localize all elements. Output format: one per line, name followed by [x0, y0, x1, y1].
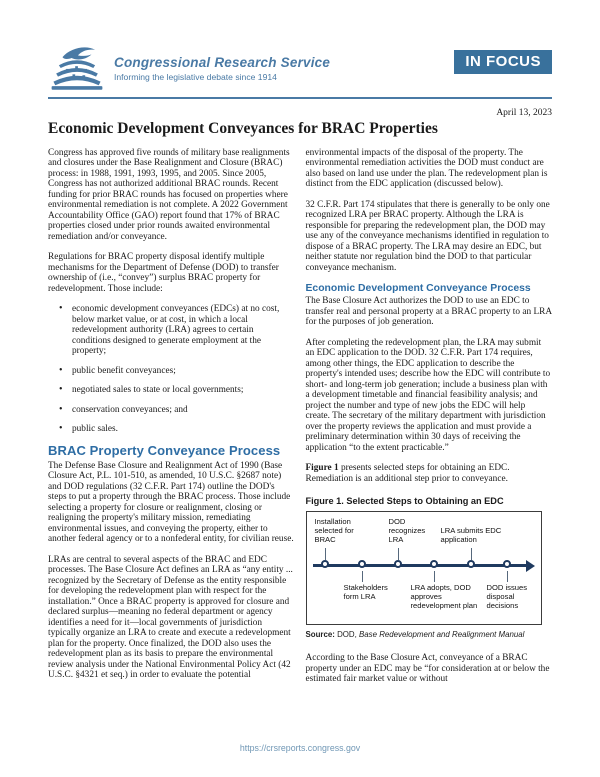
footer-url-link[interactable]: https://crsreports.congress.gov — [239, 743, 361, 753]
paragraph: According to the Base Closure Act, conveyance of a BRAC property under an EDC may be “for consideration at or below the estimated fair market value or without — [305, 653, 550, 685]
timeline-node-3 — [394, 560, 402, 568]
figure-timeline-diagram — [306, 511, 542, 625]
timeline-node-6 — [503, 560, 511, 568]
step-label-stakeholders-form-lra: Stakeholders form LRA — [343, 583, 388, 602]
connector-line — [398, 548, 399, 560]
org-name: Congressional Research Service — [114, 54, 331, 70]
paragraph: Congress has approved five rounds of military base realignments and closures under the Base Realignment and Closure (BRAC) process: in 1988, 1991, 1993, 1995, and 2005. Since 2005, Congress has not authorized additional BRAC rounds. Recent funding for prior BRAC rounds has focused on properties where environmental remediation is not complete. A 2022 Government Accountability Office (GAO) report found that 17% of BRAC properties closed under prior rounds awaited environmental remediation and/or conveyance. — [48, 147, 290, 242]
connector-line — [362, 571, 363, 582]
right-column — [306, 148, 553, 695]
paragraph: The Defense Base Closure and Realignment Act of 1990 (Base Closure Act, P.L. 101-510, as amended, 10 U.S.C. §2687 note) and DOD regulations (32 C.F.R. Part 174) outline the DOD's steps to put a property through the BRAC process. Those include selecting a property for closure or realignment, closing or realigning the property's military mission, remediating environmental issues, and conveying the property, either to another federal agency or to a nonfederal entity, for civilian reuse. — [48, 460, 294, 544]
publication-date: April 13, 2023 — [496, 108, 552, 118]
connector-line — [471, 548, 472, 560]
in-focus-badge: IN FOCUS — [454, 50, 552, 74]
connector-line — [507, 571, 508, 582]
list-item: • economic development conveyances (EDCs) at no cost, below market value, or at cost, in which a local redevelopment authority (LRA) agrees to certain conditions designed to generate employment at the property; — [48, 304, 295, 357]
list-item: • public sales. — [48, 424, 295, 435]
timeline-node-1 — [321, 560, 329, 568]
paragraph: 32 C.F.R. Part 174 stipulates that there is generally to be only one recognized LRA per BRAC property. Although the LRA is responsible for preparing the redevelopment plan, the DOD may use any of the conveyance mechanisms identified in regulation to dispose of a BRAC property. The LRA may desire an EDC, but neither statute nor regulation bind the DOD to that particular conveyance mechanism. — [305, 199, 550, 273]
page-title: Economic Development Conveyances for BRAC Properties — [48, 120, 438, 137]
left-column — [48, 148, 295, 695]
section-heading-brac-process: BRAC Property Conveyance Process — [48, 442, 281, 458]
connector-line — [325, 548, 326, 560]
list-item: • conservation conveyances; and — [48, 405, 295, 416]
figure-caption: Figure 1. Selected Steps to Obtaining an EDC — [305, 496, 504, 507]
paragraph: The Base Closure Act authorizes the DOD to use an EDC to transfer real and personal property at a BRAC property to an LRA for the purposes of job generation. — [305, 296, 552, 328]
list-item: • public benefit conveyances; — [48, 366, 295, 377]
timeline-arrowhead-icon — [526, 560, 535, 572]
paragraph: environmental impacts of the disposal of the property. The environmental remediation activities the DOD must conduct are also based on land use under the plan. The redevelopment plan is distinct from the EDC application (discussed below). — [305, 147, 548, 190]
figure-reference-paragraph: Figure 1 presents selected steps for obtaining an EDC. Remediation is an additional step prior to conveyance. — [305, 463, 510, 484]
figure-source: Source: DOD, Base Redevelopment and Realignment Manual — [305, 630, 525, 640]
connector-line — [434, 571, 435, 582]
list-item: • negotiated sales to state or local governments; — [48, 385, 295, 396]
step-label-lra-submits-edc: LRA submits EDC application — [440, 526, 502, 545]
step-label-dod-recognizes-lra: DOD recognizes LRA — [388, 517, 426, 545]
timeline-node-5 — [467, 560, 475, 568]
step-label-installation-selected: Installation selected for BRAC — [314, 517, 354, 545]
header-rule — [48, 97, 552, 99]
header — [48, 44, 552, 92]
paragraph: LRAs are central to several aspects of the BRAC and EDC processes. The Base Closure Act defines an LRA as “any entity ... recognized by the Secretary of Defense as the entity responsible for developing the redevelopment plan with respect for the installation.” Once a BRAC property is approved for closure and declared surplus—meaning no federal department or agency identifies a need for it—local governments of jurisdiction typically organize an LRA to create and execute a redevelopment plan for the property. Once finalized, the DOD also uses the redevelopment plan as its basis to prepare the environmental review analysis under the National Environmental Policy Act (42 U.S.C. §4321 et seq.) in order to evaluate the potential — [48, 554, 293, 680]
two-column-body — [48, 148, 552, 695]
org-tagline: Informing the legislative debate since 1914 — [114, 71, 277, 82]
step-label-dod-issues-decisions: DOD issues disposal decisions — [486, 583, 528, 611]
crs-capitol-eagle-icon — [48, 44, 106, 92]
org-block — [114, 55, 454, 82]
paragraph: Regulations for BRAC property disposal identify multiple mechanisms for the Department of Defense (DOD) to transfer ownership of (i.e., “convey”) surplus BRAC property for redevelopment. Those include: — [48, 252, 279, 294]
figure-reference: Figure 1 — [305, 463, 339, 474]
step-label-lra-adopts-plan: LRA adopts, DOD approves redevelopment plan — [410, 583, 478, 611]
timeline-node-4 — [430, 560, 438, 568]
section-heading-edc-process: Economic Development Conveyance Process — [305, 283, 531, 295]
timeline-node-2 — [358, 560, 366, 568]
conveyance-mechanisms-list — [48, 304, 295, 435]
timeline-axis — [313, 564, 527, 567]
footer — [0, 743, 600, 753]
paragraph: After completing the redevelopment plan, the LRA may submit an EDC application to the DOD. 32 C.F.R. Part 174 requires, among other things, the EDC application to describe the property's intended uses; describe how the EDC will contribute to short- and long-term job generation; include a business plan with a development timetable and financial feasibility analysis; and project the number and type of new jobs the EDC will help create. The secretary of the military department with jurisdiction over the property reviews the application and must provide a preliminary determination within 30 days of receiving the application “to the extent practicable.” — [305, 337, 551, 453]
